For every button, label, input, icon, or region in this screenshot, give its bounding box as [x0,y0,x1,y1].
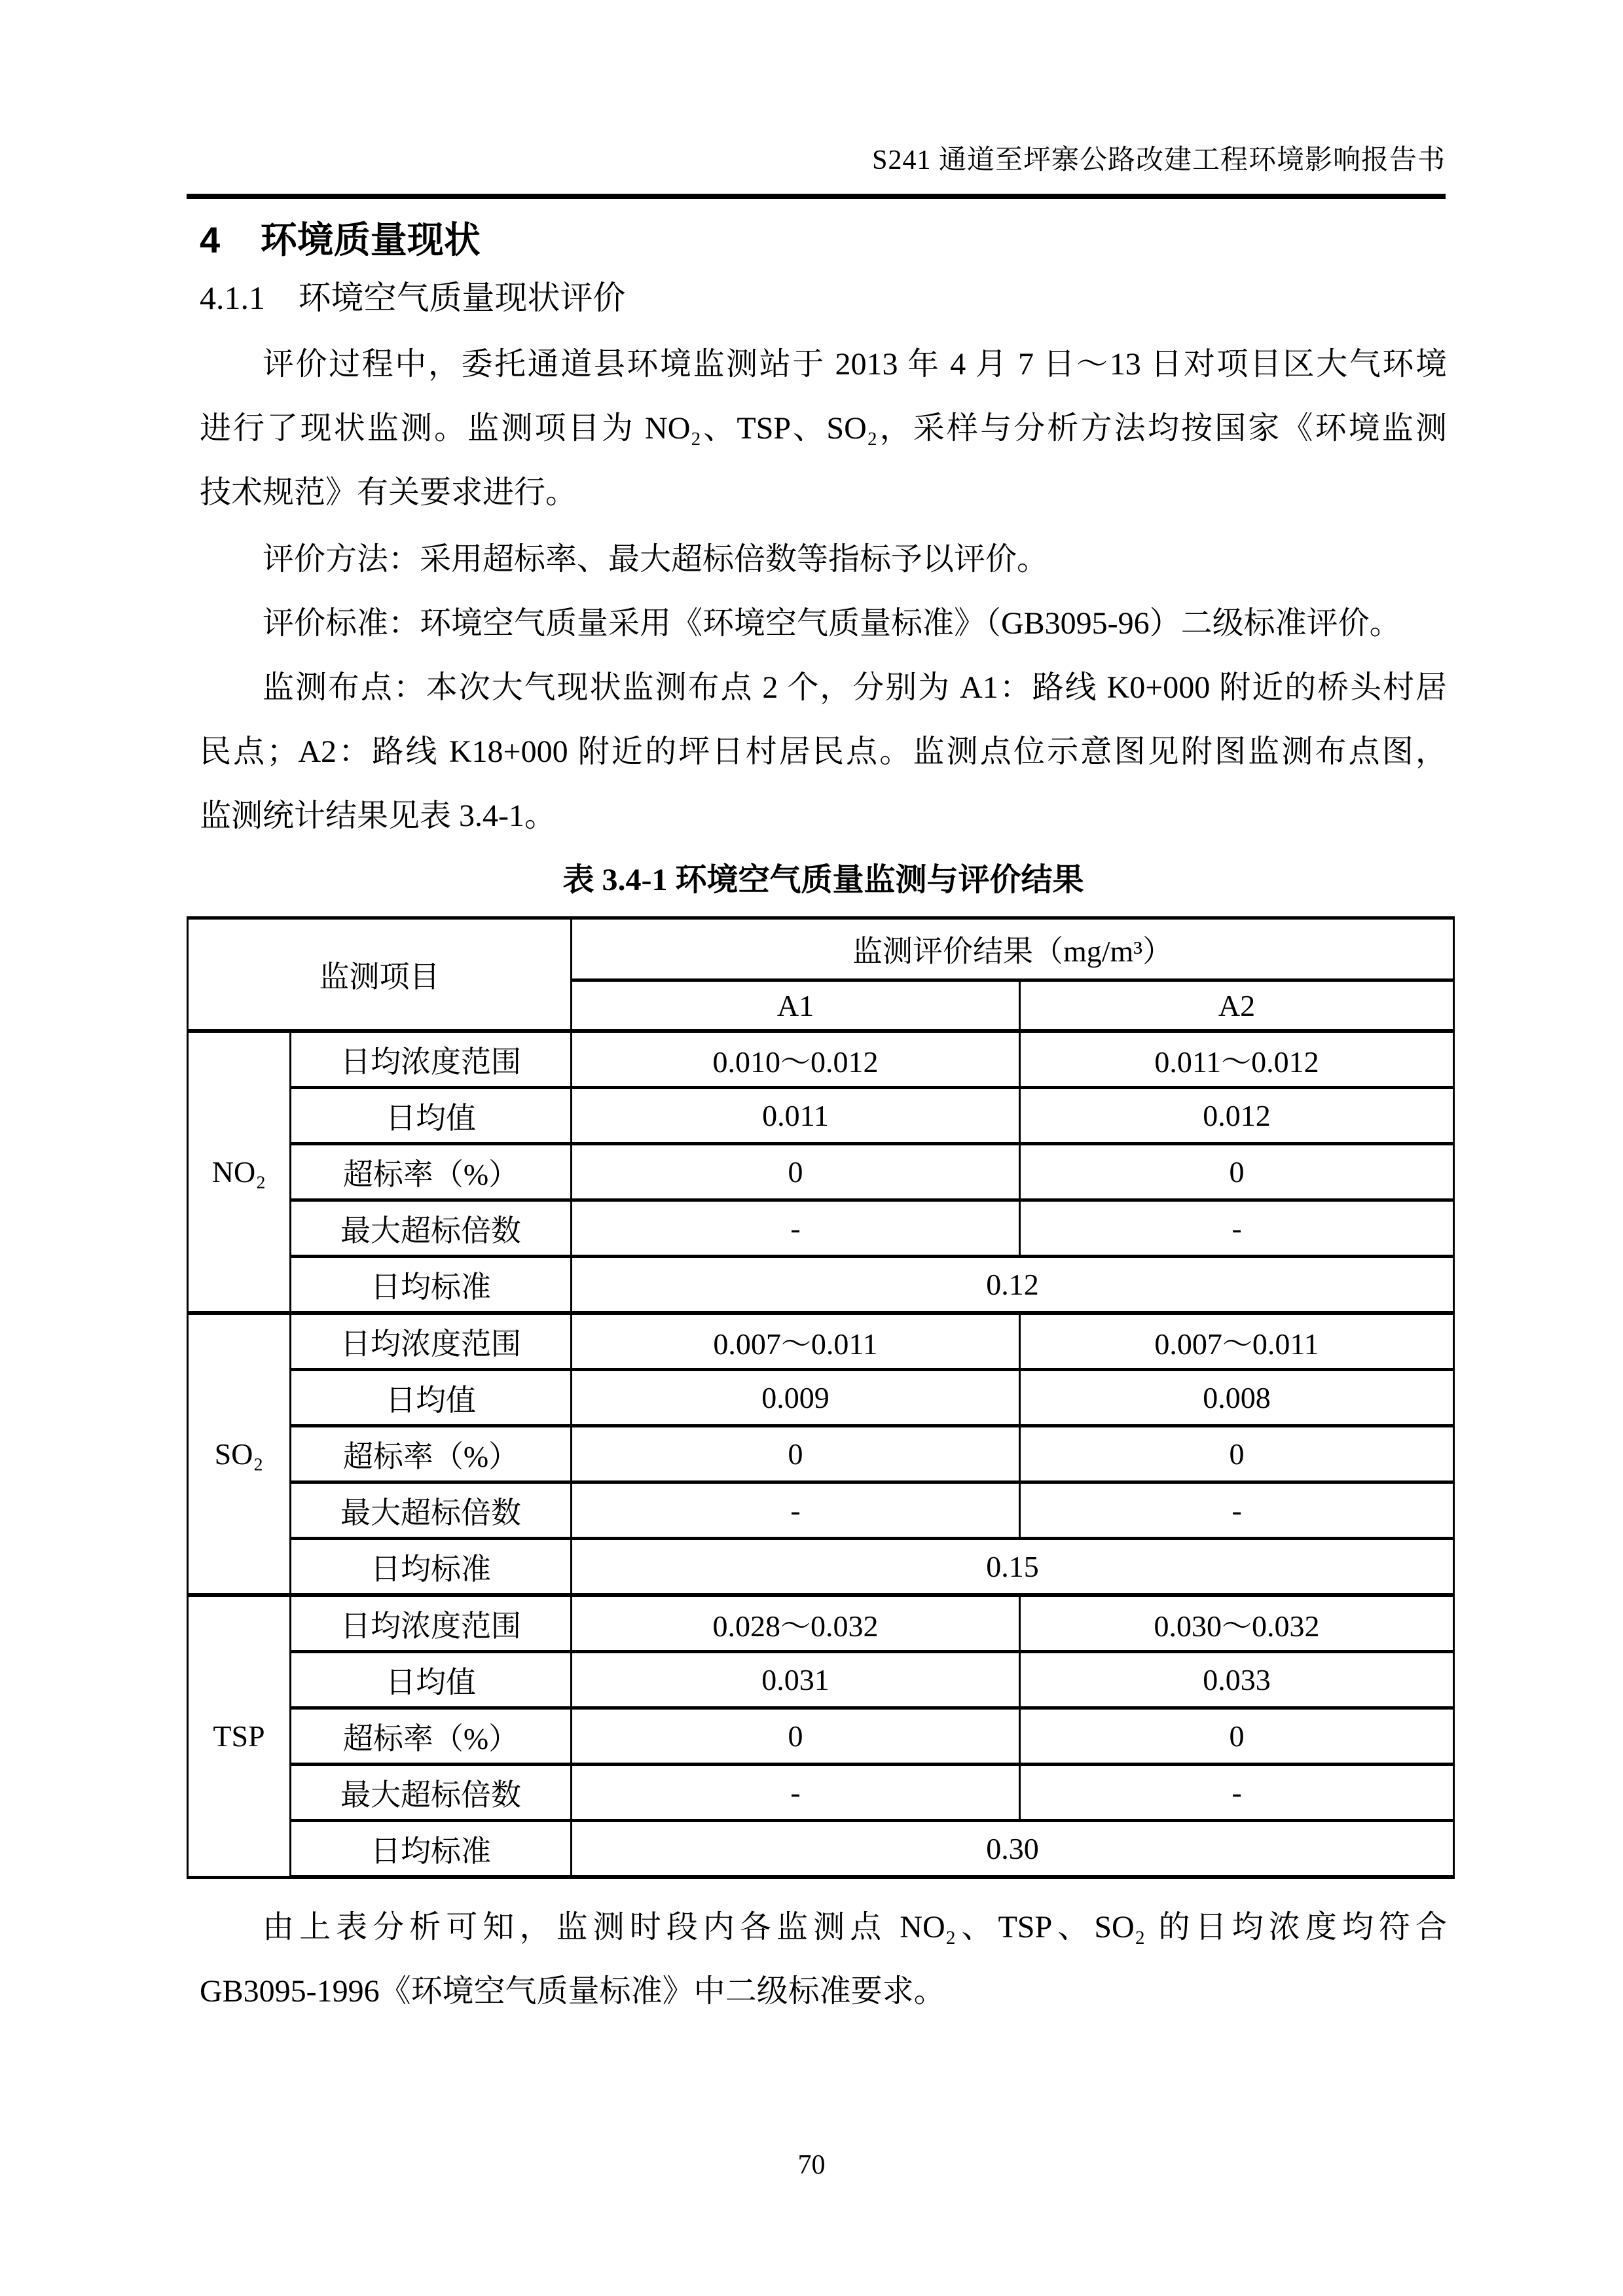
metric-label-cell: 日均值 [291,1370,572,1426]
value-cell: 0.011 [572,1088,1020,1144]
metric-label-cell: 最大超标倍数 [291,1765,572,1821]
pollutant-cell-so2: SO₂ [188,1313,291,1595]
metric-label-cell: 超标率（%） [291,1426,572,1482]
paragraph-line: 评价标准：环境空气质量采用《环境空气质量标准》（GB3095-96）二级标准评价。 [263,606,1401,641]
metric-label-cell: 日均标准 [291,1821,572,1878]
metric-label-cell: 日均标准 [291,1539,572,1596]
page-number: 70 [797,2150,826,2180]
value-cell: 0.007～0.011 [1020,1313,1454,1370]
paragraph-conclusion [200,1895,1447,2024]
standard-value-cell: 0.15 [572,1539,1454,1596]
value-cell: 0 [572,1144,1020,1200]
paragraph-line: 由上表分析可知，监测时段内各监测点 NO₂、TSP、SO₂ 的日均浓度均符合 [263,1910,1447,1945]
value-cell: 0 [1020,1144,1454,1200]
metric-label-cell: 日均值 [291,1088,572,1144]
value-cell: 0.008 [1020,1370,1454,1426]
value-cell: 0 [1020,1708,1454,1765]
value-cell: 0 [572,1708,1020,1765]
paragraph-monitoring-intro [200,332,1447,525]
value-cell: 0.010～0.012 [572,1031,1020,1088]
metric-label-cell: 最大超标倍数 [291,1482,572,1539]
table-title: 表 3.4-1 环境空气质量监测与评价结果 [562,863,1084,897]
paragraph-evaluation-standard [200,592,1447,656]
paragraph-monitoring-sites [200,656,1447,848]
value-cell: - [572,1765,1020,1821]
paragraph-line: 评价方法：采用超标率、最大超标倍数等指标予以评价。 [263,542,1049,577]
value-cell: - [1020,1482,1454,1539]
table-header-site-a1: A1 [572,980,1020,1031]
value-cell: - [1020,1200,1454,1257]
pollutant-cell-no2: NO₂ [188,1031,291,1313]
running-header: S241 通道至坪寨公路改建工程环境影响报告书 [872,145,1446,175]
paragraph-line: 监测布点：本次大气现状监测布点 2 个，分别为 A1：路线 K0+000 附近的桥头村居 [263,670,1447,705]
value-cell: 0.028～0.032 [572,1595,1020,1652]
section-title: 环境质量现状 [260,219,481,260]
metric-label-cell: 日均值 [291,1652,572,1708]
section-number: 4 [200,219,221,260]
metric-label-cell: 超标率（%） [291,1708,572,1765]
value-cell: 0.033 [1020,1652,1454,1708]
header-rule [187,194,1446,199]
paragraph-line: GB3095-1996《环境空气质量标准》中二级标准要求。 [200,1974,945,2009]
metric-label-cell: 日均浓度范围 [291,1031,572,1088]
value-cell: 0 [1020,1426,1454,1482]
metric-label-cell: 日均浓度范围 [291,1595,572,1652]
value-cell: - [572,1200,1020,1257]
value-cell: 0.011～0.012 [1020,1031,1454,1088]
paragraph-evaluation-method [200,528,1447,592]
table-header-item: 监测项目 [188,918,572,1031]
subsection-heading [200,275,1447,321]
metric-label-cell: 日均标准 [291,1257,572,1314]
value-cell: 0.009 [572,1370,1020,1426]
standard-value-cell: 0.12 [572,1257,1454,1314]
section-heading [200,217,1447,263]
metric-label-cell: 最大超标倍数 [291,1200,572,1257]
value-cell: 0 [572,1426,1020,1482]
value-cell: - [1020,1765,1454,1821]
metric-label-cell: 日均浓度范围 [291,1313,572,1370]
value-cell: 0.012 [1020,1088,1454,1144]
value-cell: 0.031 [572,1652,1020,1708]
paragraph-line: 监测统计结果见表 3.4-1。 [200,798,556,833]
subsection-title: 环境空气质量现状评价 [298,279,626,316]
standard-value-cell: 0.30 [572,1821,1454,1878]
subsection-number: 4.1.1 [200,279,265,316]
value-cell: 0.030～0.032 [1020,1595,1454,1652]
table-header-site-a2: A2 [1020,980,1454,1031]
metric-label-cell: 超标率（%） [291,1144,572,1200]
air-quality-table [187,916,1455,1879]
paragraph-line: 评价过程中，委托通道县环境监测站于 2013 年 4 月 7 日～13 日对项目区大气环境 [263,347,1447,382]
pollutant-cell-tsp: TSP [188,1595,291,1877]
table-header-results: 监测评价结果（mg/m³） [572,918,1454,980]
value-cell: 0.007～0.011 [572,1313,1020,1370]
value-cell: - [572,1482,1020,1539]
paragraph-line: 技术规范》有关要求进行。 [200,475,577,510]
paragraph-line: 进行了现状监测。监测项目为 NO₂、TSP、SO₂，采样与分析方法均按国家《环境监测 [200,411,1447,446]
paragraph-line: 民点；A2：路线 K18+000 附近的坪日村居民点。监测点位示意图见附图监测布点图， [200,734,1447,769]
